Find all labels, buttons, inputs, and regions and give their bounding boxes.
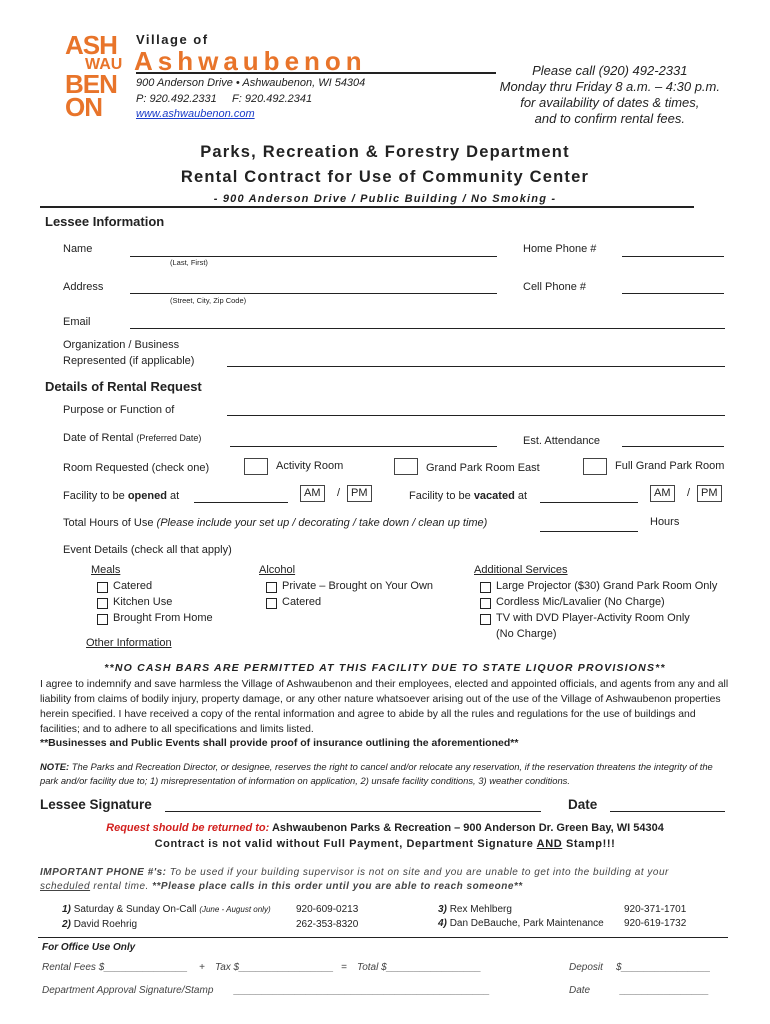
department-title: Parks, Recreation & Forestry Department — [200, 143, 570, 161]
office-deposit-label: Deposit — [569, 962, 603, 973]
vacated-time-field[interactable] — [540, 502, 638, 503]
phones-intro-2: scheduled rental time. **Please place calls in this order until you are able to reach someone** — [40, 881, 523, 892]
email-field[interactable] — [130, 328, 725, 329]
opened-slash: / — [337, 487, 341, 499]
contact-2: 2) David Roehrig — [62, 919, 138, 930]
office-total[interactable]: Total $_________________ — [357, 962, 482, 973]
alcohol-heading: Alcohol — [259, 564, 296, 576]
kitchen-use-checkbox[interactable] — [97, 598, 108, 609]
village-of-label: Village of — [136, 32, 209, 47]
hours-field[interactable] — [540, 531, 638, 532]
alcohol-catered-checkbox[interactable] — [266, 598, 277, 609]
alcohol-private-checkbox[interactable] — [266, 582, 277, 593]
office-equals: = — [341, 962, 347, 973]
lessee-signature-field[interactable] — [165, 811, 541, 812]
meals-heading: Meals — [91, 564, 121, 576]
date-field[interactable] — [230, 446, 497, 447]
contract-title: Rental Contract for Use of Community Center — [180, 168, 590, 186]
date-label: Date of Rental (Preferred Date) — [63, 432, 202, 444]
other-info-field[interactable] — [184, 650, 484, 651]
contact-1: 1) Saturday & Sunday On-Call (June - August only) — [62, 904, 271, 915]
services-heading: Additional Services — [474, 564, 568, 576]
contact-2-phone: 262-353-8320 — [296, 919, 359, 930]
lessee-heading: Lessee Information — [45, 214, 165, 229]
org-label-1: Organization / Business — [63, 339, 180, 351]
lessee-signature-label: Lessee Signature — [40, 797, 152, 812]
signature-date-label: Date — [568, 797, 598, 812]
alcohol-catered-label: Catered — [282, 596, 322, 608]
hours-label: Total Hours of Use (Please include your set up / decorating / take down / clean up time) — [63, 517, 488, 529]
director-note: NOTE: The Parks and Recreation Director, or designee, reserves the right to cancel and/or relocate any reservation, if the reservation threatens the integrity of the park and/or facility due to; 1) misrepresentation of information on application, 2) unsafe facility conditions, 3) weather conditions. — [40, 761, 713, 786]
opened-pm-option[interactable]: PM — [347, 485, 372, 502]
home-phone-label: Home Phone # — [523, 243, 597, 255]
contact-4-phone: 920-619-1732 — [624, 918, 687, 929]
opened-label: Facility to be opened at — [63, 490, 180, 502]
contact-3: 3) Rex Mehlberg — [438, 904, 512, 915]
contact-3-phone: 920-371-1701 — [624, 904, 687, 915]
office-rental-fees[interactable]: Rental Fees $_______________ — [42, 962, 188, 973]
cell-phone-label: Cell Phone # — [523, 281, 586, 293]
full-grand-park-checkbox[interactable] — [583, 458, 607, 475]
activity-room-checkbox[interactable] — [244, 458, 268, 475]
vacated-label: Facility to be vacated at — [409, 490, 528, 502]
office-heading: For Office Use Only — [42, 942, 136, 953]
cell-phone-field[interactable] — [622, 293, 724, 294]
tv-dvd-checkbox[interactable] — [480, 614, 491, 625]
phones-intro-1: IMPORTANT PHONE #'s: To be used if your building supervisor is not on site and you are unable to get into the building at your — [40, 867, 669, 878]
header-rule — [136, 72, 496, 74]
opened-time-field[interactable] — [194, 502, 288, 503]
office-date-field[interactable]: ________________ — [620, 985, 709, 996]
name-label: Name — [63, 243, 93, 255]
office-plus: + — [199, 962, 205, 973]
payment-notice: Contract is not valid without Full Payment, Department Signature AND Stamp!!! — [154, 838, 616, 850]
vacated-am-option[interactable]: AM — [650, 485, 675, 502]
rental-heading: Details of Rental Request — [45, 379, 202, 394]
return-instructions: Request should be returned to: Ashwaubenon Parks & Recreation – 900 Anderson Dr. Green Bay, WI 54304 — [106, 822, 664, 834]
name-field[interactable] — [130, 256, 497, 257]
mic-checkbox[interactable] — [480, 598, 491, 609]
contract-subtitle: - 900 Anderson Drive / Public Building / No Smoking - — [213, 193, 557, 205]
contact-1-phone: 920-609-0213 — [296, 904, 359, 915]
website-link[interactable]: www.ashwaubenon.com — [136, 108, 255, 120]
address-hint: (Street, City, Zip Code) — [170, 296, 247, 305]
office-deposit-field[interactable]: $________________ — [616, 962, 711, 973]
full-grand-park-label: Full Grand Park Room — [615, 460, 725, 472]
projector-label: Large Projector ($30) Grand Park Room Only — [496, 580, 718, 592]
grand-park-east-label: Grand Park Room East — [426, 462, 540, 474]
address-label: Address — [63, 281, 104, 293]
attendance-label: Est. Attendance — [523, 435, 601, 447]
brought-from-home-checkbox[interactable] — [97, 614, 108, 625]
alcohol-private-label: Private – Brought on Your Own — [282, 580, 434, 592]
other-info-label: Other Information — [86, 637, 172, 649]
event-details-label: Event Details (check all that apply) — [63, 544, 232, 556]
village-name: Ashwaubenon — [134, 46, 367, 76]
insurance-notice: **Businesses and Public Events shall provide proof of insurance outlining the aforementioned** — [40, 737, 519, 749]
purpose-field[interactable] — [227, 415, 725, 416]
meals-catered-checkbox[interactable] — [97, 582, 108, 593]
title-rule — [40, 206, 694, 208]
org-label-2: Represented (if applicable) — [63, 355, 195, 367]
tv-dvd-extra: (No Charge) — [496, 628, 557, 640]
hours-suffix: Hours — [650, 516, 680, 528]
village-logo: ASH WAU BEN ON — [65, 30, 123, 122]
office-rule — [38, 937, 728, 938]
mic-label: Cordless Mic/Lavalier (No Charge) — [496, 596, 665, 608]
attendance-field[interactable] — [622, 446, 724, 447]
kitchen-use-label: Kitchen Use — [113, 596, 173, 608]
address-field[interactable] — [130, 293, 497, 294]
brought-from-home-label: Brought From Home — [113, 612, 213, 624]
tv-dvd-label: TV with DVD Player-Activity Room Only — [496, 612, 690, 624]
email-label: Email — [63, 316, 91, 328]
call-info: Please call (920) 492-2331 Monday thru Friday 8 a.m. – 4:30 p.m. for availability of dates & times, and to confirm rental fees. — [499, 63, 720, 126]
name-hint: (Last, First) — [170, 258, 208, 267]
office-date-label: Date — [569, 985, 591, 996]
indemnity-agreement: I agree to indemnify and save harmless the Village of Ashwaubenon and their employees, elected and appointed officials, and agents from any and all liability from claims of bodily injury, property damage, or any other nature whatsoever arising out of the use of the Village of Ashwaubenon properties herein specified. I have received a copy of the rental information and agree to abide by all the rules and regulations for the use of buildings and facilities; and to adhere to all specifications and limits listed. — [40, 679, 729, 735]
contact-4: 4) Dan DeBauche, Park Maintenance — [438, 918, 604, 929]
office-approval-field[interactable]: ______________________________________________ — [234, 985, 490, 996]
village-phone-fax: P: 920.492.2331 F: 920.492.2341 — [136, 93, 313, 105]
home-phone-field[interactable] — [622, 256, 724, 257]
room-label: Room Requested (check one) — [63, 462, 210, 474]
organization-field[interactable] — [227, 366, 725, 367]
signature-date-field[interactable] — [610, 811, 725, 812]
opened-am-option[interactable]: AM — [300, 485, 325, 502]
grand-park-east-checkbox[interactable] — [394, 458, 418, 475]
no-cash-bars-notice: **NO CASH BARS ARE PERMITTED AT THIS FACILITY DUE TO STATE LIQUOR PROVISIONS** — [104, 662, 666, 674]
office-tax[interactable]: Tax $_________________ — [215, 962, 334, 973]
activity-room-label: Activity Room — [276, 460, 344, 472]
office-approval-label: Department Approval Signature/Stamp — [42, 985, 214, 996]
meals-catered-label: Catered — [113, 580, 153, 592]
purpose-label: Purpose or Function of — [63, 404, 175, 416]
village-address: 900 Anderson Drive • Ashwaubenon, WI 54304 — [136, 77, 366, 89]
vacated-pm-option[interactable]: PM — [697, 485, 722, 502]
vacated-slash: / — [687, 487, 691, 499]
projector-checkbox[interactable] — [480, 582, 491, 593]
